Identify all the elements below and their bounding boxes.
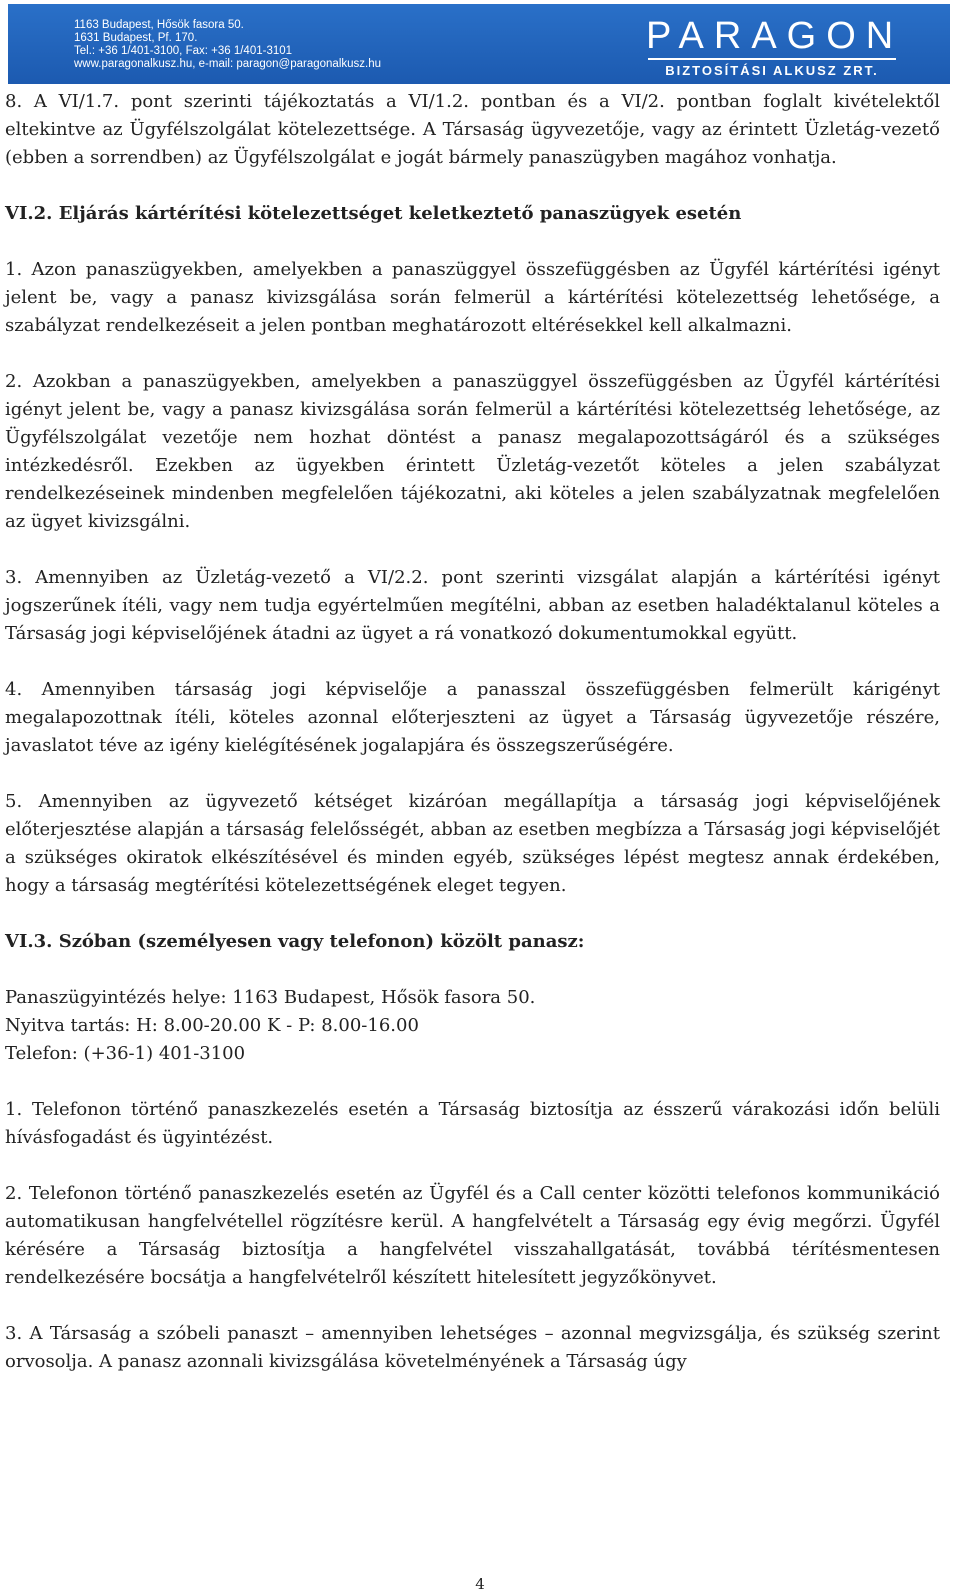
office-location: Panaszügyintézés helye: 1163 Budapest, Hősök fasora 50. (5, 987, 536, 1008)
section-heading-vi2: VI.2. Eljárás kártérítési kötelezettséget keletkeztető panaszügyek esetén (5, 203, 742, 224)
contact-address: 1163 Budapest, Hősök fasora 50. (74, 19, 244, 31)
contact-block (74, 19, 381, 71)
contact-web-email: www.paragonalkusz.hu, e-mail: paragon@paragonalkusz.hu (74, 58, 382, 70)
paragraph-vi3-3: 3. A Társaság a szóbeli panaszt – amennyiben lehetséges – azonnal megvizsgálja, és szükség szerint orvosolja. A panasz azonnali kivizsgálása követelményének a Társaság úgy (5, 1323, 940, 1372)
paragon-logo (646, 14, 904, 78)
paragraph-vi2-1: 1. Azon panaszügyekben, amelyekben a panaszüggyel összefüggésben az Ügyfél kártérítési igényt jelent be, vagy a panasz kivizsgálása során felmerül a kártérítési kötelezettség lehetősége, a szabályzat rendelkezéseit a jelen pontban meghatározott eltérésekkel kell alkalmazni. (5, 259, 940, 336)
paragraph-vi3-2: 2. Telefonon történő panaszkezelés esetén az Ügyfél és a Call center közötti telefonos kommunikáció automatikusan hangfelvétellel rögzítésre kerül. A hangfelvételt a Társaság egy évig megőrzi. Ügyfél kérésére a Társaság biztosítja a hangfelvétel visszahallgatását, továbbá térítésmentesen rendelkezésére bocsátja a hangfelvételről készített hitelesített jegyzőkönyvet. (5, 1183, 940, 1288)
logo-wordmark: PARAGON (646, 15, 904, 57)
paragraph-vi2-2: 2. Azokban a panaszügyekben, amelyekben a panaszüggyel összefüggésben az Ügyfél kártérítési igényt jelent be, vagy a panasz kivizsgálása során felmerül a kártérítési kötelezettség lehetősége, az Ügyfélszolgálat vezetője nem hozhat döntést a panasz megalapozottságáról és a szükséges intézkedésről. Ezekben az ügyekben érintett Üzletág-vezetőt köteles a jelen szabályzat rendelkezéseinek mindenben megfelelően tájékozatni, aki köteles a jelen szabályzatnak megfelelően az ügyet kivizsgálni. (5, 371, 940, 532)
letterhead-banner (8, 4, 950, 84)
paragraph-vi2-4: 4. Amennyiben társaság jogi képviselője a panasszal összefüggésben felmerült kárigényt megalapozottnak ítéli, köteles azonnal előterjeszteni az ügyet a Társaság ügyvezetője részére, javaslatot téve az igény kielégítésének jogalapjára és összegszerűségére. (5, 679, 940, 756)
paragraph-vi2-5: 5. Amennyiben az ügyvezető kétséget kizáróan megállapítja a társaság jogi képviselőjének előterjesztése alapján a társaság felelősségét, abban az esetben megbízza a Társaság jogi képviselőjét a szükséges okiratok elkészítésével és minden egyéb, szükséges lépést megtesz annak érdekében, hogy a társaság megtérítési kötelezettségének eleget tegyen. (5, 791, 940, 896)
paragraph-vi3-1: 1. Telefonon történő panaszkezelés esetén a Társaság biztosítja az ésszerű várakozási időn belüli hívásfogadást és ügyintézést. (5, 1099, 940, 1148)
contact-po-box: 1631 Budapest, Pf. 170. (74, 32, 198, 44)
contact-phone-fax: Tel.: +36 1/401-3100, Fax: +36 1/401-3101 (74, 45, 293, 57)
document-body (5, 88, 940, 1404)
logo-divider (648, 58, 896, 60)
paragraph-vi2-3: 3. Amennyiben az Üzletág-vezető a VI/2.2. pont szerinti vizsgálat alapján a kártérítési igényt jogszerűnek ítéli, vagy nem tudja egyértelműen megítélni, abban az esetben haladéktalanul köteles a Társaság jogi képviselőjének átadni az ügyet a rá vonatkozó dokumentumokkal együtt. (5, 567, 940, 644)
section-heading-vi3: VI.3. Szóban (személyesen vagy telefonon) közölt panasz: (5, 931, 585, 952)
office-phone: Telefon: (+36-1) 401-3100 (5, 1043, 246, 1064)
logo-subtitle: BIZTOSÍTÁSI ALKUSZ ZRT. (665, 63, 879, 78)
paragraph-intro: 8. A VI/1.7. pont szerinti tájékoztatás a VI/1.2. pontban és a VI/2. pontban foglalt kivételektől eltekintve az Ügyfélszolgálat kötelezettsége. A Társaság ügyvezetője, vagy az érintett Üzletág-vezető (ebben a sorrendben) az Ügyfélszolgálat e jogát bármely panaszügyben magához vonhatja. (5, 91, 940, 168)
complaint-office-info (5, 984, 940, 1068)
office-hours: Nyitva tartás: H: 8.00-20.00 K - P: 8.00-16.00 (5, 1015, 419, 1036)
page-number: 4 (475, 1575, 485, 1593)
